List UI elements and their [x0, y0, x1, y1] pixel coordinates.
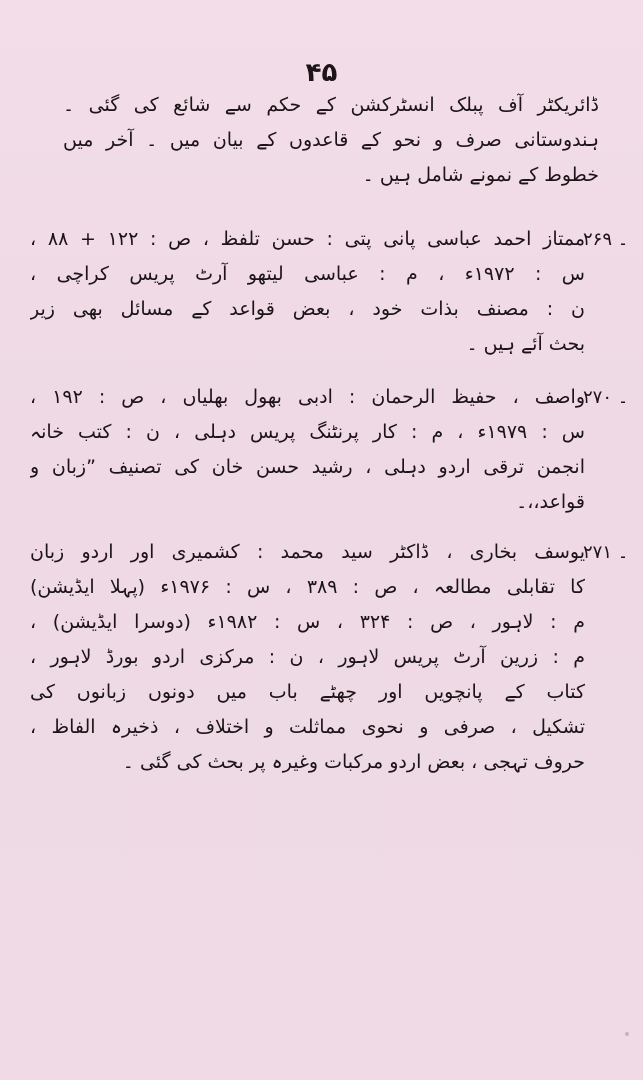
- entry-text: [30, 380, 585, 520]
- bibliography-entry: [30, 222, 629, 362]
- text-line: م : زرین آرٹ پریس لاہور ، ن : مرکزی اردو بورڈ لاہور ،: [30, 646, 585, 668]
- text-line: تشکیل ، صرفی و نحوی مماثلت و اختلاف ، ذخیرہ الفاظ ،: [30, 716, 585, 738]
- text-line: یوسف بخاری ، ڈاکٹر سید محمد : کشمیری اور اردو زبان: [30, 541, 585, 563]
- text-line: واصف ، حفیظ الرحمان : ادبی بھول بھلیاں ، ص : ۱۹۲ ،: [30, 386, 585, 408]
- text-line: ڈائریکٹر آف پبلک انسٹرکشن کے حکم سے شائع کی گئی ۔: [63, 94, 599, 116]
- entry-number: ۲۷۰ ۔: [583, 387, 629, 408]
- text-line: ممتاز احمد عباسی پانی پتی : حسن تلفظ ، ص : ۱۲۲ + ۸۸ ،: [30, 228, 585, 250]
- text-line: حروف تہجی ، بعض اردو مرکبات وغیرہ پر بحث کی گئی ۔: [122, 751, 585, 773]
- paper-speck: [625, 1032, 629, 1036]
- page-number: ۴۵: [305, 58, 338, 88]
- text-line: س : ۱۹۷۲ء ، م : عباسی لیتھو آرٹ پریس کراچی ،: [30, 263, 585, 285]
- text-line: س : ۱۹۷۹ء ، م : کار پرنٹنگ پریس دہلی ، ن : کتب خانہ: [30, 421, 585, 443]
- text-line: انجمن ترقی اردو دہلی ، رشید حسن خان کی تصنیف ”زبان و: [30, 456, 585, 478]
- text-line: ہندوستانی صرف و نحو کے قاعدوں کے بیان میں ۔ آخر میں: [63, 129, 599, 151]
- text-line: کا تقابلی مطالعہ ، ص : ۳۸۹ ، س : ۱۹۷۶ء (پہلا ایڈیشن): [30, 576, 585, 598]
- text-line: کتاب کے پانچویں اور چھٹے باب میں دونوں زبانوں کی: [30, 681, 585, 703]
- entry-number: ۲۷۱ ۔: [583, 542, 629, 563]
- text-line: قواعد،،۔: [516, 491, 585, 513]
- text-line: ن : مصنف بذات خود ، بعض قواعد کے مسائل بھی زیر: [30, 298, 585, 320]
- bibliography-entry: [30, 380, 629, 520]
- entry-number: ۲۶۹ ۔: [583, 229, 629, 250]
- text-line: بحث آئے ہیں ۔: [466, 333, 585, 355]
- text-line: خطوط کے نمونے شامل ہیں ۔: [362, 164, 599, 186]
- bibliography-entry: [30, 535, 629, 780]
- intro-paragraph: [63, 88, 599, 193]
- entry-text: [30, 222, 585, 362]
- entry-text: [30, 535, 585, 780]
- text-line: م : لاہور ، ص : ۳۲۴ ، س : ۱۹۸۲ء (دوسرا ایڈیشن) ،: [30, 611, 585, 633]
